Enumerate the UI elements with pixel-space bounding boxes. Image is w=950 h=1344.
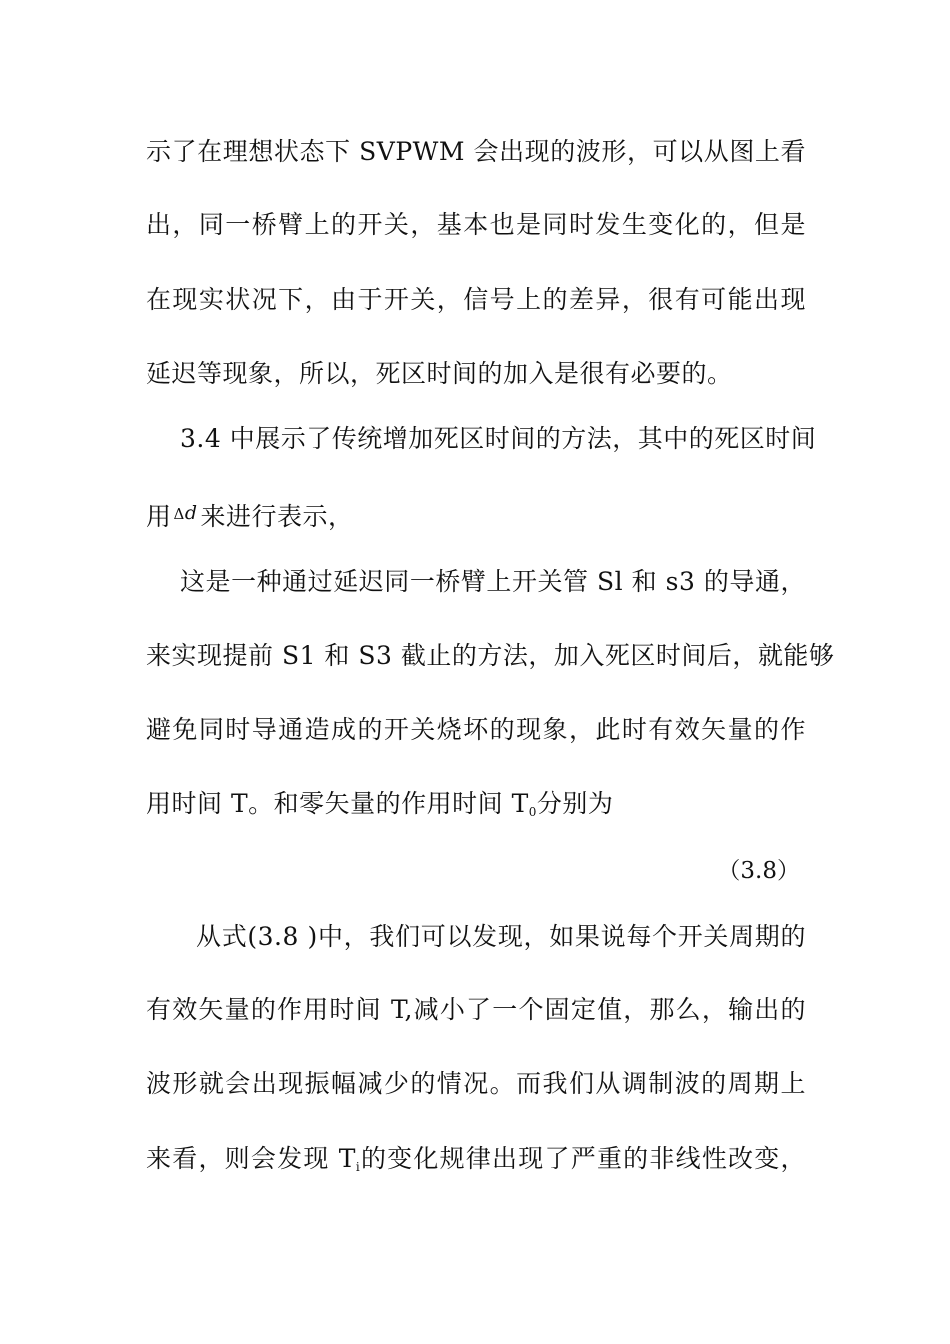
paragraph-3-line-4-a: 用时间 T。和零矢量的作用时间 T bbox=[146, 789, 529, 818]
paragraph-1-line-1: 示了在理想状态下 SVPWM 会出现的波形，可以从图上看 bbox=[146, 137, 806, 166]
paragraph-3-line-4 bbox=[146, 788, 806, 828]
paragraph-1-line-3: 在现实状况下，由于开关，信号上的差异，很有可能出现 bbox=[146, 285, 806, 314]
paragraph-4-line-1: 从式(3.8 )中，我们可以发现，如果说每个开关周期的 bbox=[196, 922, 806, 951]
subscript-zero: 0 bbox=[528, 805, 537, 819]
delta-glyph: Δ bbox=[173, 505, 185, 523]
paragraph-3-line-4-b: 分别为 bbox=[536, 789, 614, 818]
paragraph-4-line-4 bbox=[146, 1143, 806, 1183]
paragraph-2-prefix: 用 bbox=[146, 502, 172, 531]
paragraph-2-line-1: 3.4 中展示了传统增加死区时间的方法，其中的死区时间 bbox=[180, 424, 817, 453]
paragraph-4-line-4-a: 来看，则会发现 T bbox=[146, 1144, 356, 1173]
math-variable-d: d bbox=[184, 502, 198, 524]
paragraph-2-line-2 bbox=[146, 497, 806, 533]
subscript-i: i bbox=[355, 1160, 361, 1174]
paragraph-4-line-2: 有效矢量的作用时间 T,减小了一个固定值，那么，输出的 bbox=[146, 995, 806, 1024]
paragraph-3-line-1: 这是一种通过延迟同一桥臂上开关管 Sl 和 s3 的导通， bbox=[180, 567, 806, 596]
paragraph-2-suffix: 来进行表示， bbox=[200, 502, 354, 531]
paragraph-1-line-4: 延迟等现象，所以，死区时间的加入是很有必要的。 bbox=[146, 359, 733, 388]
paragraph-4-line-3: 波形就会出现振幅减少的情况。而我们从调制波的周期上 bbox=[146, 1069, 806, 1098]
paragraph-4-line-4-b: 的变化规律出现了严重的非线性改变， bbox=[360, 1144, 806, 1173]
equation-number: （3.8） bbox=[717, 858, 800, 884]
paragraph-3-line-3: 避免同时导通造成的开关烧坏的现象，此时有效矢量的作 bbox=[146, 715, 806, 744]
paragraph-1-line-2: 出，同一桥臂上的开关，基本也是同时发生变化的，但是 bbox=[146, 210, 806, 239]
delta-d-symbol bbox=[174, 502, 198, 524]
paragraph-3-line-2: 来实现提前 S1 和 S3 截止的方法，加入死区时间后，就能够 bbox=[146, 641, 835, 670]
